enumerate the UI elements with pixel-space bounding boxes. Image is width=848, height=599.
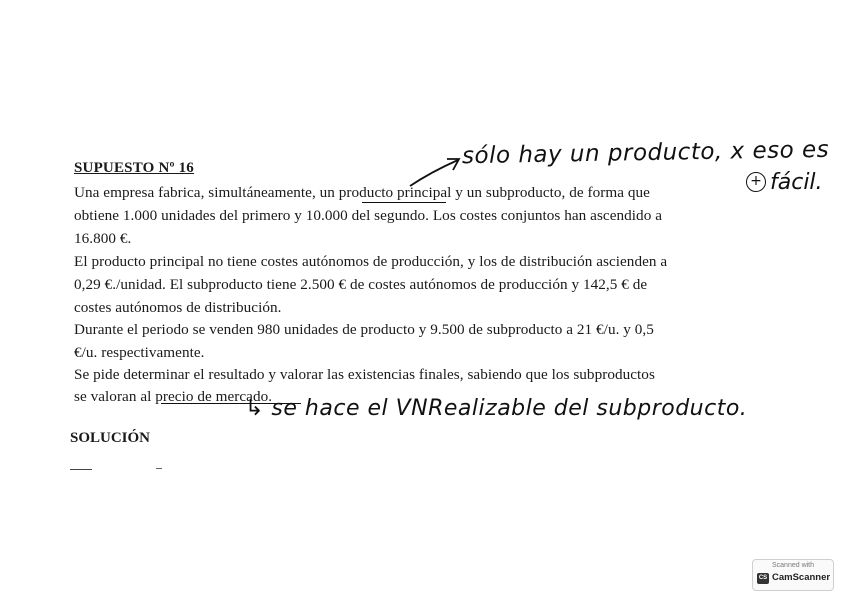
exercise-title: SUPUESTO Nº 16 xyxy=(74,160,195,176)
circled-plus-mark: + xyxy=(746,172,766,192)
solution-heading: SOLUCIÓN xyxy=(70,430,151,446)
paragraph-line: 16.800 €. xyxy=(74,230,132,247)
paragraph-line: se valoran al precio de mercado. xyxy=(74,388,273,405)
watermark-name: CamScanner xyxy=(772,572,831,583)
handwritten-note: fácil. xyxy=(770,170,823,195)
camscanner-watermark xyxy=(752,559,834,591)
paragraph-line: Una empresa fabrica, simultáneamente, un producto principal y un subproducto, de forma que xyxy=(74,184,650,201)
camscanner-logo-icon: CS xyxy=(757,573,769,584)
paragraph-line: El producto principal no tiene costes autónomos de producción, y los de distribución ascienden a xyxy=(74,253,668,270)
scan-mark xyxy=(70,469,92,470)
paragraph-line: €/u. respectivamente. xyxy=(74,344,205,361)
paragraph-line: 0,29 €./unidad. El subproducto tiene 2.500 € de costes autónomos de producción y 142,5 € de xyxy=(74,276,648,293)
paragraph-line: obtiene 1.000 unidades del primero y 10.000 del segundo. Los costes conjuntos han ascendido a xyxy=(74,207,662,224)
paragraph-line: costes autónomos de distribución. xyxy=(74,299,282,316)
handwritten-underline xyxy=(362,202,446,203)
handwritten-note: ↳ se hace el VNRealizable del subproducto. xyxy=(245,396,748,421)
handwritten-note: sólo hay un producto, x eso es xyxy=(461,136,830,170)
paragraph-line: Se pide determinar el resultado y valorar las existencias finales, sabiendo que los subproductos xyxy=(74,366,655,383)
paragraph-line: Durante el periodo se venden 980 unidades de producto y 9.500 de subproducto a 21 €/u. y 0,5 xyxy=(74,321,654,338)
scan-mark xyxy=(156,468,162,469)
watermark-caption: Scanned with xyxy=(771,562,815,569)
